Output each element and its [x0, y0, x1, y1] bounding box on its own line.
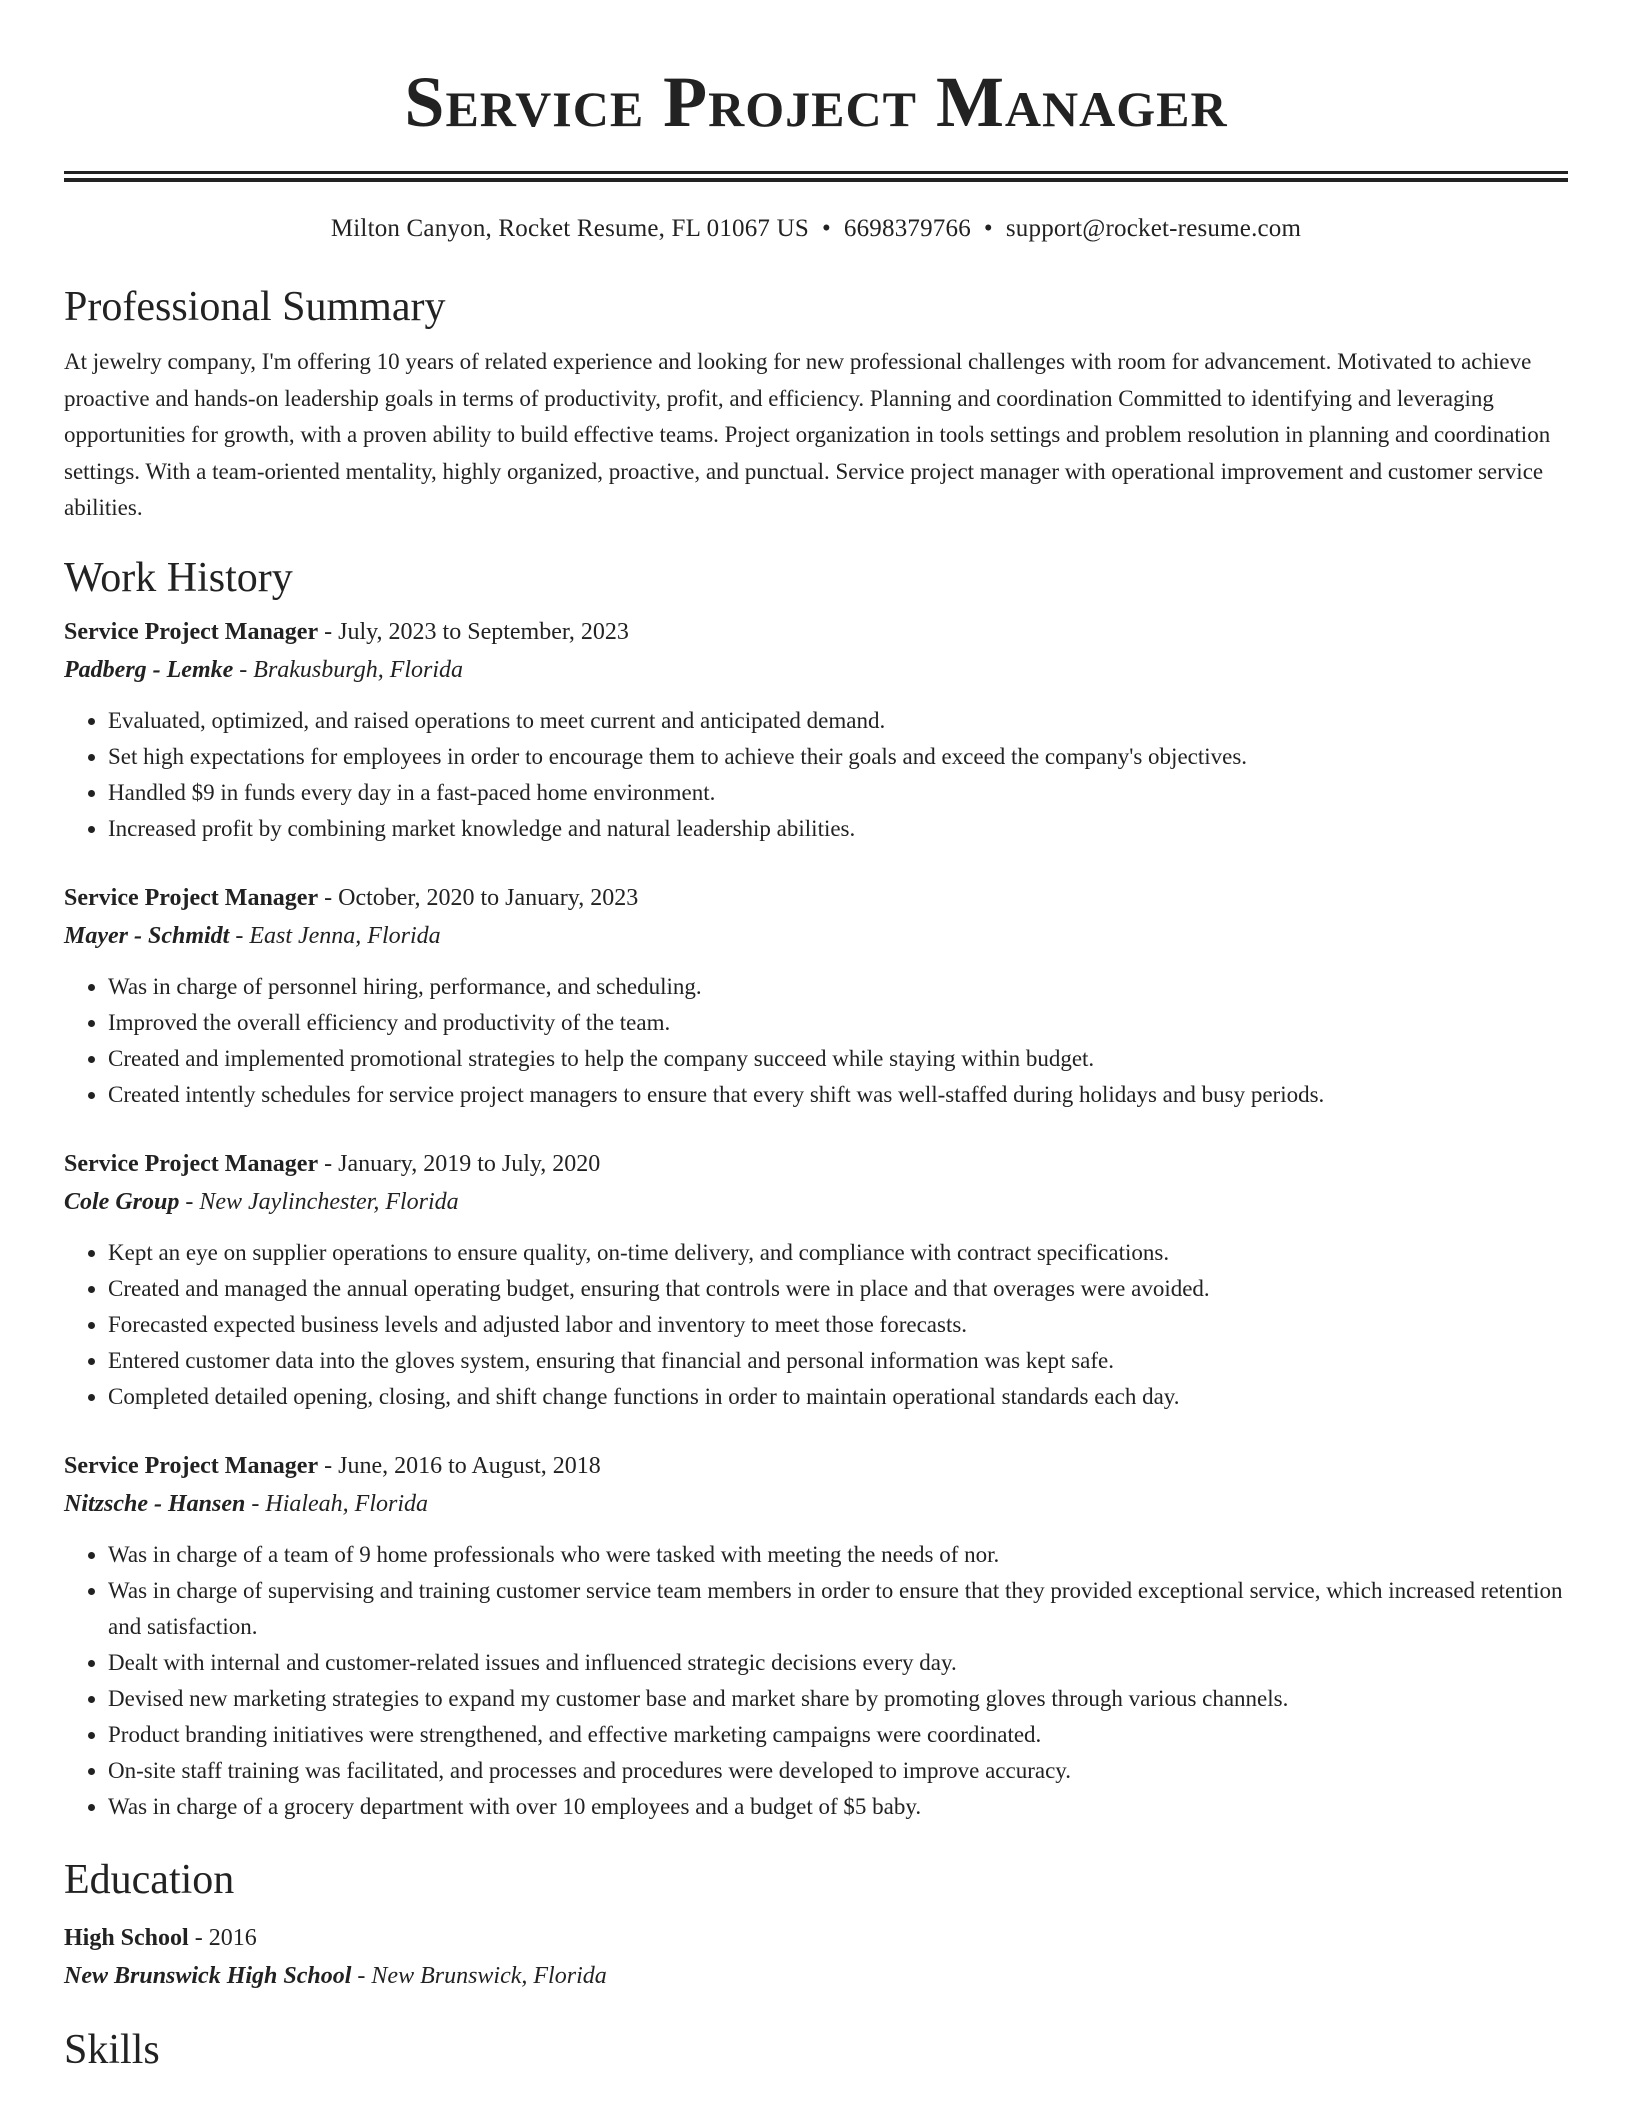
- company-location: Hialeah, Florida: [265, 1490, 429, 1517]
- company-location: Brakusburgh, Florida: [253, 656, 464, 683]
- dash: -: [245, 1490, 266, 1517]
- job-bullet: • Completed detailed opening, closing, and shift change functions in order to maintain operational standards each day.: [108, 1379, 1568, 1415]
- job-title-line: [64, 613, 1568, 651]
- company-line: [64, 651, 1568, 689]
- skills-section: [64, 2025, 1568, 2075]
- dash: -: [179, 1188, 200, 1215]
- job-bullet: • Created intently schedules for service project managers to ensure that every shift was well-staffed during holidays and busy periods.: [108, 1077, 1568, 1113]
- summary-heading: Professional Summary: [64, 284, 446, 330]
- job-list: [64, 613, 1568, 1825]
- job-entry: [64, 1447, 1568, 1825]
- job-bullet: • Was in charge of a grocery department with over 10 employees and a budget of $5 baby.: [108, 1789, 1568, 1825]
- job-bullets: [64, 1235, 1568, 1415]
- company-line: [64, 1485, 1568, 1523]
- resume-title: Service Project Manager: [404, 62, 1228, 142]
- dash: -: [318, 884, 339, 911]
- summary-text: At jewelry company, I'm offering 10 years of related experience and looking for new professional challenges with room for advancement. Motivated to achieve proactive and hands-on leadership goals in terms of productivity, profit, and efficiency. Planning and coordination Committed to identifying and leveraging opportunities for growth, with a proven ability to build effective teams. Project organization in tools settings and problem resolution in planning and coordination settings. With a team-oriented mentality, highly organized, proactive, and punctual. Service project manager with operational improvement and customer service abilities.: [64, 349, 1551, 521]
- education-section: [64, 1855, 1568, 1995]
- job-bullet: • Devised new marketing strategies to expand my customer base and market share by promoting gloves through various channels.: [108, 1681, 1568, 1717]
- job-entry: [64, 613, 1568, 847]
- job-dates: January, 2019 to July, 2020: [338, 1150, 601, 1177]
- degree-year: 2016: [208, 1924, 257, 1951]
- company-name: Nitzsche - Hansen: [64, 1490, 246, 1517]
- job-title-line: [64, 1447, 1568, 1485]
- job-bullet: • Improved the overall efficiency and productivity of the team.: [108, 1005, 1568, 1041]
- contact-email: support@rocket-resume.com: [1005, 215, 1302, 242]
- job-bullet: • Entered customer data into the gloves system, ensuring that financial and personal information was kept safe.: [108, 1343, 1568, 1379]
- work-history-heading: Work History: [64, 554, 293, 601]
- school-location: New Brunswick, Florida: [371, 1962, 607, 1989]
- contact-line: [64, 213, 1568, 245]
- job-bullet: • Was in charge of personnel hiring, performance, and scheduling.: [108, 969, 1568, 1005]
- dash: -: [188, 1924, 209, 1951]
- job-title: Service Project Manager: [64, 884, 319, 911]
- company-name: Mayer - Schmidt: [64, 922, 230, 949]
- skills-heading: Skills: [64, 2026, 160, 2073]
- job-bullet: • Dealt with internal and customer-related issues and influenced strategic decisions every day.: [108, 1645, 1568, 1681]
- company-name: Cole Group: [64, 1188, 180, 1215]
- job-title-line: [64, 879, 1568, 917]
- job-bullet: • Product branding initiatives were strengthened, and effective marketing campaigns were coordinated.: [108, 1717, 1568, 1753]
- contact-address: Milton Canyon, Rocket Resume, FL 01067 US: [330, 215, 809, 242]
- dash: -: [229, 922, 250, 949]
- job-bullet: • Increased profit by combining market knowledge and natural leadership abilities.: [108, 811, 1568, 847]
- dash: -: [233, 656, 254, 683]
- contact-phone: 6698379766: [843, 215, 971, 242]
- contact-separator: •: [983, 215, 993, 242]
- company-location: New Jaylinchester, Florida: [199, 1188, 459, 1215]
- work-history-section: [64, 553, 1568, 1825]
- education-heading: Education: [64, 1856, 235, 1903]
- job-bullet: • On-site staff training was facilitated, and processes and procedures were developed to improve accuracy.: [108, 1753, 1568, 1789]
- dash: -: [318, 1452, 339, 1479]
- job-entry: [64, 879, 1568, 1113]
- job-bullet: • Was in charge of a team of 9 home professionals who were tasked with meeting the needs of nor.: [108, 1537, 1568, 1573]
- school-name: New Brunswick High School: [64, 1962, 352, 1989]
- degree-name: High School: [64, 1924, 189, 1951]
- job-title: Service Project Manager: [64, 1452, 319, 1479]
- summary-section: [64, 282, 1568, 527]
- job-dates: October, 2020 to January, 2023: [338, 884, 639, 911]
- job-bullet: • Forecasted expected business levels and adjusted labor and inventory to meet those forecasts.: [108, 1307, 1568, 1343]
- contact-separator: •: [821, 215, 831, 242]
- job-title: Service Project Manager: [64, 618, 319, 645]
- job-dates: July, 2023 to September, 2023: [338, 618, 629, 645]
- dash: -: [318, 1150, 339, 1177]
- job-bullet: • Evaluated, optimized, and raised operations to meet current and anticipated demand.: [108, 703, 1568, 739]
- job-bullet: • Set high expectations for employees in order to encourage them to achieve their goals and exceed the company's objectives.: [108, 739, 1568, 775]
- company-name: Padberg - Lemke: [64, 656, 234, 683]
- school-line: [64, 1957, 1568, 1995]
- title-double-rule: [64, 171, 1568, 182]
- company-line: [64, 917, 1568, 955]
- job-title: Service Project Manager: [64, 1150, 319, 1177]
- job-bullets: [64, 703, 1568, 847]
- job-bullets: [64, 969, 1568, 1113]
- company-line: [64, 1183, 1568, 1221]
- job-bullets: [64, 1537, 1568, 1825]
- job-bullet: • Created and managed the annual operating budget, ensuring that controls were in place and that overages were avoided.: [108, 1271, 1568, 1307]
- job-title-line: [64, 1145, 1568, 1183]
- company-location: East Jenna, Florida: [249, 922, 441, 949]
- job-bullet: • Was in charge of supervising and training customer service team members in order to ensure that they provided exceptional service, which increased retention and satisfaction.: [108, 1573, 1568, 1645]
- education-entry: [64, 1919, 1568, 1995]
- job-bullet: • Handled $9 in funds every day in a fast-paced home environment.: [108, 775, 1568, 811]
- dash: -: [351, 1962, 372, 1989]
- job-dates: June, 2016 to August, 2018: [338, 1452, 601, 1479]
- job-bullet: • Kept an eye on supplier operations to ensure quality, on-time delivery, and compliance with contract specifications.: [108, 1235, 1568, 1271]
- job-bullet: • Created and implemented promotional strategies to help the company succeed while staying within budget.: [108, 1041, 1568, 1077]
- degree-line: [64, 1919, 1568, 1957]
- job-entry: [64, 1145, 1568, 1415]
- dash: -: [318, 618, 339, 645]
